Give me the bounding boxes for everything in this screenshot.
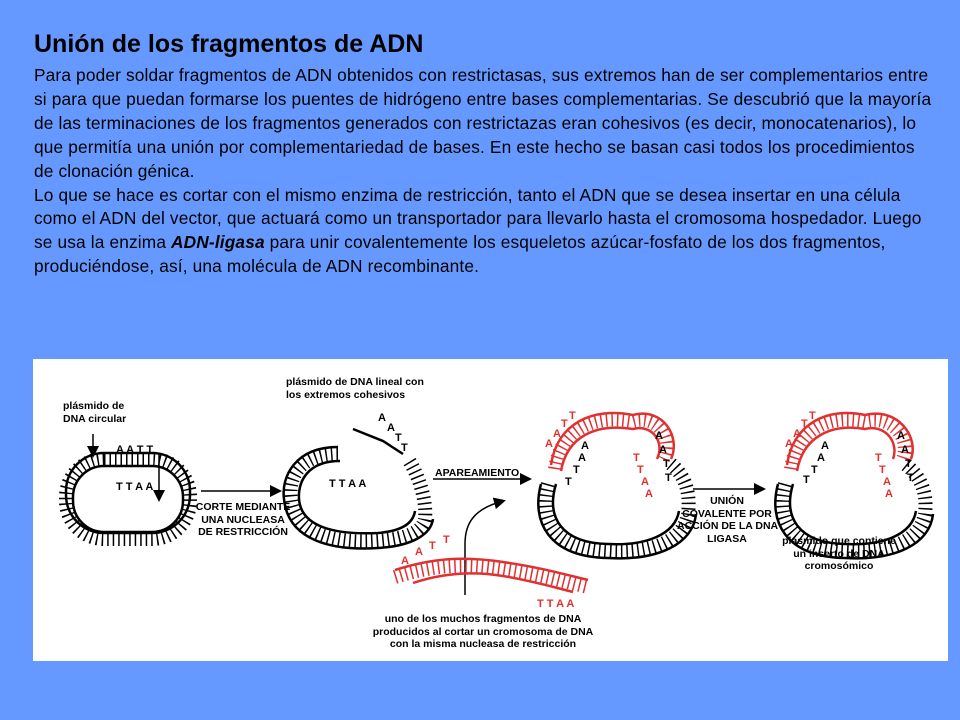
- enzyme-term: ADN-ligasa: [171, 232, 265, 253]
- pairing-seq-a1: A: [545, 438, 553, 450]
- label-cut: [193, 501, 293, 539]
- fragment-seq-a1: A: [401, 555, 409, 567]
- recomb-seq-t4: T: [879, 464, 886, 476]
- label-result-line-1: plásmido que contiene: [782, 535, 896, 547]
- label-cut-line-1: CORTE MEDIANTE: [195, 501, 291, 513]
- paragraph-2-start: Lo que se hace es cortar con el mismo enzima de restricción, tanto el ADN que se desea insertar en una célula como el ADN del vector, que actuará como un transportador para llevarlo hasta el cromosoma hospedador. Luego se usa la enzima: [34, 184, 922, 253]
- fragment-seq-t1: T: [429, 540, 436, 552]
- pairing-seq-t8: T: [665, 472, 672, 484]
- recomb-seq-a1: A: [785, 438, 793, 450]
- recomb-seq-t3: T: [875, 452, 882, 464]
- paragraph-2: [34, 184, 934, 280]
- pairing-seq-a3: A: [641, 476, 649, 488]
- seq-ttaa-2: T T A A: [329, 478, 367, 490]
- pairing-seq-a7: A: [655, 430, 663, 442]
- label-linear-line-1: plásmido de DNA lineal con: [286, 376, 424, 388]
- label-circular-line-2: DNA circular: [63, 412, 127, 425]
- recomb-seq-t6: T: [803, 474, 810, 486]
- pairing-seq-t1: T: [561, 418, 568, 430]
- recomb-seq-a8: A: [901, 444, 909, 456]
- cloning-diagram: [33, 359, 948, 661]
- label-result: [769, 535, 909, 573]
- label-result-line-2: un inserto de DNA: [793, 547, 885, 560]
- label-union-line-4: LIGASA: [707, 532, 747, 545]
- label-fragment: [363, 613, 603, 651]
- recomb-seq-a4: A: [885, 488, 893, 500]
- label-fragment-line-2: producidos al cortar un cromosoma de DNA: [372, 625, 594, 638]
- seq-a-top-2: A: [387, 422, 395, 434]
- label-fragment-line-3: con la misma nucleasa de restricción: [389, 638, 577, 650]
- label-union-line-1: UNIÓN: [710, 495, 744, 507]
- pairing-seq-t3: T: [633, 452, 640, 464]
- recomb-seq-a6: A: [817, 452, 825, 464]
- circular-plasmid: [66, 434, 190, 539]
- recomb-seq-t8: T: [907, 472, 914, 484]
- label-union-line-2: COVALENTE POR: [682, 507, 772, 520]
- pairing-seq-a2: A: [553, 428, 561, 440]
- recomb-seq-t2: T: [809, 410, 816, 422]
- seq-ttaa-1: T T A A: [116, 481, 154, 493]
- seq-ttaa-fragment: T T A A: [537, 598, 575, 610]
- seq-aatt-1: A A T T: [116, 444, 154, 456]
- label-linear-line-2: los extremos cohesivos: [286, 388, 406, 401]
- pairing-seq-a8: A: [659, 444, 667, 456]
- pairing-plasmid: [538, 410, 696, 558]
- body-text: [34, 64, 934, 279]
- seq-t-top-2: T: [401, 442, 408, 454]
- pairing-seq-t7: T: [663, 458, 670, 470]
- slide-title: Unión de los fragmentos de ADN: [34, 30, 424, 58]
- label-linear-plasmid: [286, 376, 424, 401]
- linear-plasmid: [284, 412, 433, 548]
- pairing-seq-t2: T: [569, 410, 576, 422]
- recomb-seq-t5: T: [811, 464, 818, 476]
- pairing-seq-t5: T: [573, 464, 580, 476]
- label-fragment-line-1: uno de los muchos fragmentos de DNA: [384, 613, 582, 625]
- recomb-seq-a2: A: [793, 428, 801, 440]
- label-pairing: APAREAMIENTO: [435, 467, 520, 479]
- label-cut-line-2: UNA NUCLEASA: [201, 513, 285, 526]
- seq-t-top: T: [395, 432, 402, 444]
- fragment-seq-a2: A: [415, 546, 423, 558]
- recomb-seq-a3: A: [883, 476, 891, 488]
- pairing-seq-a4: A: [645, 488, 653, 500]
- recomb-seq-t1: T: [801, 418, 808, 430]
- paragraph-2-end: para unir covalentemente los esqueletos azúcar-fosfato de los dos fragmentos, produciéndose, así, una molécula de ADN recombinante.: [34, 232, 886, 277]
- label-result-line-3: cromosómico: [804, 560, 874, 572]
- recomb-seq-a5: A: [821, 440, 829, 452]
- arrow-fragment: [465, 501, 503, 595]
- pairing-seq-a5: A: [581, 440, 589, 452]
- pairing-seq-t4: T: [637, 464, 644, 476]
- seq-a-top: A: [378, 412, 386, 424]
- label-circular-plasmid: [63, 400, 126, 425]
- recomb-seq-t7: T: [905, 458, 912, 470]
- label-cut-line-3: DE RESTRICCIÓN: [198, 526, 288, 538]
- recomb-seq-a7: A: [897, 430, 905, 442]
- label-circular-line-1: plásmido de: [63, 400, 125, 412]
- label-union: [677, 495, 777, 545]
- pairing-seq-t6: T: [565, 476, 572, 488]
- pairing-seq-a6: A: [578, 452, 586, 464]
- fragment-seq-t2: T: [443, 534, 450, 546]
- paragraph-1: Para poder soldar fragmentos de ADN obtenidos con restrictasas, sus extremos han de ser complementarios entre si para que puedan formarse los puentes de hidrógeno entre bases complementarias. Se descubrió que la mayoría de las terminaciones de los fragmentos generados con restrictazas eran cohesivos (es decir, monocatenarios), lo que permitía una unión por complementariedad de bases. En este hecho se basan casi todos los procedimientos de clonación génica.: [34, 65, 932, 181]
- label-union-line-3: ACCIÓN DE LA DNA: [677, 520, 779, 532]
